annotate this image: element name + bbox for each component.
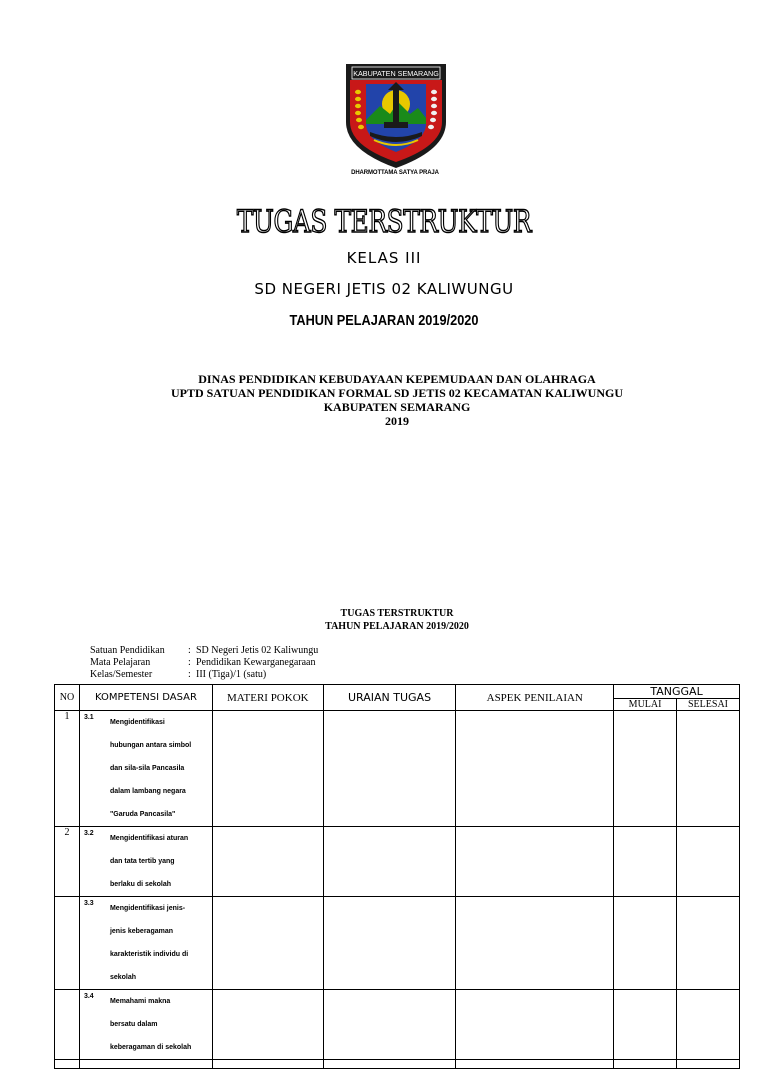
info-separator: :: [188, 645, 191, 656]
table-row: [55, 1060, 740, 1069]
row-number: 2: [55, 827, 80, 897]
kd-text-line: Memahami makna: [109, 998, 171, 1005]
empty-cell: [55, 1060, 80, 1069]
row-number: [55, 990, 80, 1060]
uraian-cell: [323, 897, 456, 990]
task-table: [54, 684, 740, 1069]
kd-text-line: karakteristik individu di: [109, 951, 189, 958]
header-materi-pokok: MATERI POKOK: [212, 685, 323, 711]
logo-banner-text: KABUPATEN SEMARANG: [353, 69, 439, 78]
kd-text-line: hubungan antara simbol: [109, 742, 192, 749]
aspek-cell: [456, 990, 614, 1060]
kd-cell: [79, 990, 212, 1060]
materi-cell: [212, 711, 323, 827]
institution-line: UPTD SATUAN PENDIDIKAN FORMAL SD JETIS 02 KECAMATAN KALIWUNGU: [170, 386, 624, 400]
class-heading: KELAS III: [346, 249, 422, 267]
selesai-cell: [677, 711, 740, 827]
shield-emblem-icon: [340, 62, 452, 172]
kd-text-line: dan sila-sila Pancasila: [109, 765, 185, 772]
header-aspek-penilaian: ASPEK PENILAIAN: [456, 685, 614, 711]
uraian-cell: [323, 990, 456, 1060]
kd-text-line: "Garuda Pancasila": [109, 811, 176, 818]
kd-text-line: keberagaman di sekolah: [109, 1044, 192, 1051]
selesai-cell: [677, 827, 740, 897]
info-separator: :: [188, 657, 191, 668]
info-row: [90, 657, 318, 669]
header-uraian-tugas: URAIAN TUGAS: [323, 685, 456, 711]
empty-cell: [677, 1060, 740, 1069]
kd-cell: [79, 897, 212, 990]
info-label: Satuan Pendidikan: [90, 645, 165, 656]
kd-number: 3.3: [83, 900, 94, 907]
school-name: SD NEGERI JETIS 02 KALIWUNGU: [254, 280, 514, 298]
empty-cell: [212, 1060, 323, 1069]
mulai-cell: [614, 897, 677, 990]
kd-text-line: berlaku di sekolah: [109, 881, 172, 888]
materi-cell: [212, 897, 323, 990]
info-separator: :: [188, 669, 191, 680]
logo-motto: DHARMOTTAMA SATYA PRAJA: [351, 170, 439, 176]
empty-cell: [614, 1060, 677, 1069]
row-number: [55, 897, 80, 990]
kd-text-line: dan tata tertib yang: [109, 858, 175, 865]
mulai-cell: [614, 827, 677, 897]
empty-cell: [79, 1060, 212, 1069]
header-no: NO: [55, 685, 80, 711]
info-value: Pendidikan Kewarganegaraan: [196, 657, 316, 668]
info-row: [90, 645, 318, 657]
kd-text-line: dalam lambang negara: [109, 788, 186, 795]
table-row: [55, 897, 740, 990]
kd-number: 3.1: [83, 714, 94, 721]
kd-text-line: Mengidentifikasi aturan: [109, 835, 189, 842]
institution-block: [0, 372, 768, 428]
mulai-cell: [614, 990, 677, 1060]
uraian-cell: [323, 711, 456, 827]
table-row: [55, 827, 740, 897]
info-label: Kelas/Semester: [90, 669, 153, 680]
mulai-cell: [614, 711, 677, 827]
kd-cell: [79, 827, 212, 897]
kd-text-line: sekolah: [109, 974, 137, 981]
info-label: Mata Pelajaran: [90, 657, 151, 668]
info-row: [90, 669, 318, 681]
row-number: 1: [55, 711, 80, 827]
info-value: III (Tiga)/1 (satu): [196, 669, 267, 680]
institution-year: 2019: [385, 414, 409, 428]
kd-cell: [79, 711, 212, 827]
kd-text-line: bersatu dalam: [109, 1021, 158, 1028]
academic-year: TAHUN PELAJARAN 2019/2020: [289, 312, 479, 329]
kd-text-line: Mengidentifikasi jenis-: [109, 905, 186, 912]
section-title-line: TUGAS TERSTRUKTUR: [340, 608, 454, 619]
materi-cell: [212, 827, 323, 897]
kd-text-line: Mengidentifikasi: [109, 719, 165, 726]
uraian-cell: [323, 827, 456, 897]
selesai-cell: [677, 897, 740, 990]
aspek-cell: [456, 827, 614, 897]
aspek-cell: [456, 711, 614, 827]
info-block: [90, 645, 318, 681]
main-title: TUGAS TERSTRUKTUR: [236, 204, 532, 240]
table-row: [55, 711, 740, 827]
section-title: [0, 607, 768, 633]
header-tanggal: TANGGAL: [614, 685, 740, 699]
header-kompetensi-dasar: KOMPETENSI DASAR: [79, 685, 212, 711]
info-value: SD Negeri Jetis 02 Kaliwungu: [196, 645, 319, 656]
empty-cell: [456, 1060, 614, 1069]
materi-cell: [212, 990, 323, 1060]
kd-number: 3.2: [83, 830, 94, 837]
header-selesai: SELESAI: [677, 699, 740, 711]
kd-text-line: jenis keberagaman: [109, 928, 173, 935]
institution-line: DINAS PENDIDIKAN KEBUDAYAAN KEPEMUDAAN DAN OLAHRAGA: [198, 372, 596, 386]
table-row: [55, 990, 740, 1060]
header-mulai: MULAI: [614, 699, 677, 711]
institution-line: KABUPATEN SEMARANG: [323, 400, 471, 414]
selesai-cell: [677, 990, 740, 1060]
section-title-line: TAHUN PELAJARAN 2019/2020: [325, 621, 469, 632]
kabupaten-semarang-logo: [340, 62, 452, 182]
empty-cell: [323, 1060, 456, 1069]
aspek-cell: [456, 897, 614, 990]
kd-number: 3.4: [83, 993, 94, 1000]
